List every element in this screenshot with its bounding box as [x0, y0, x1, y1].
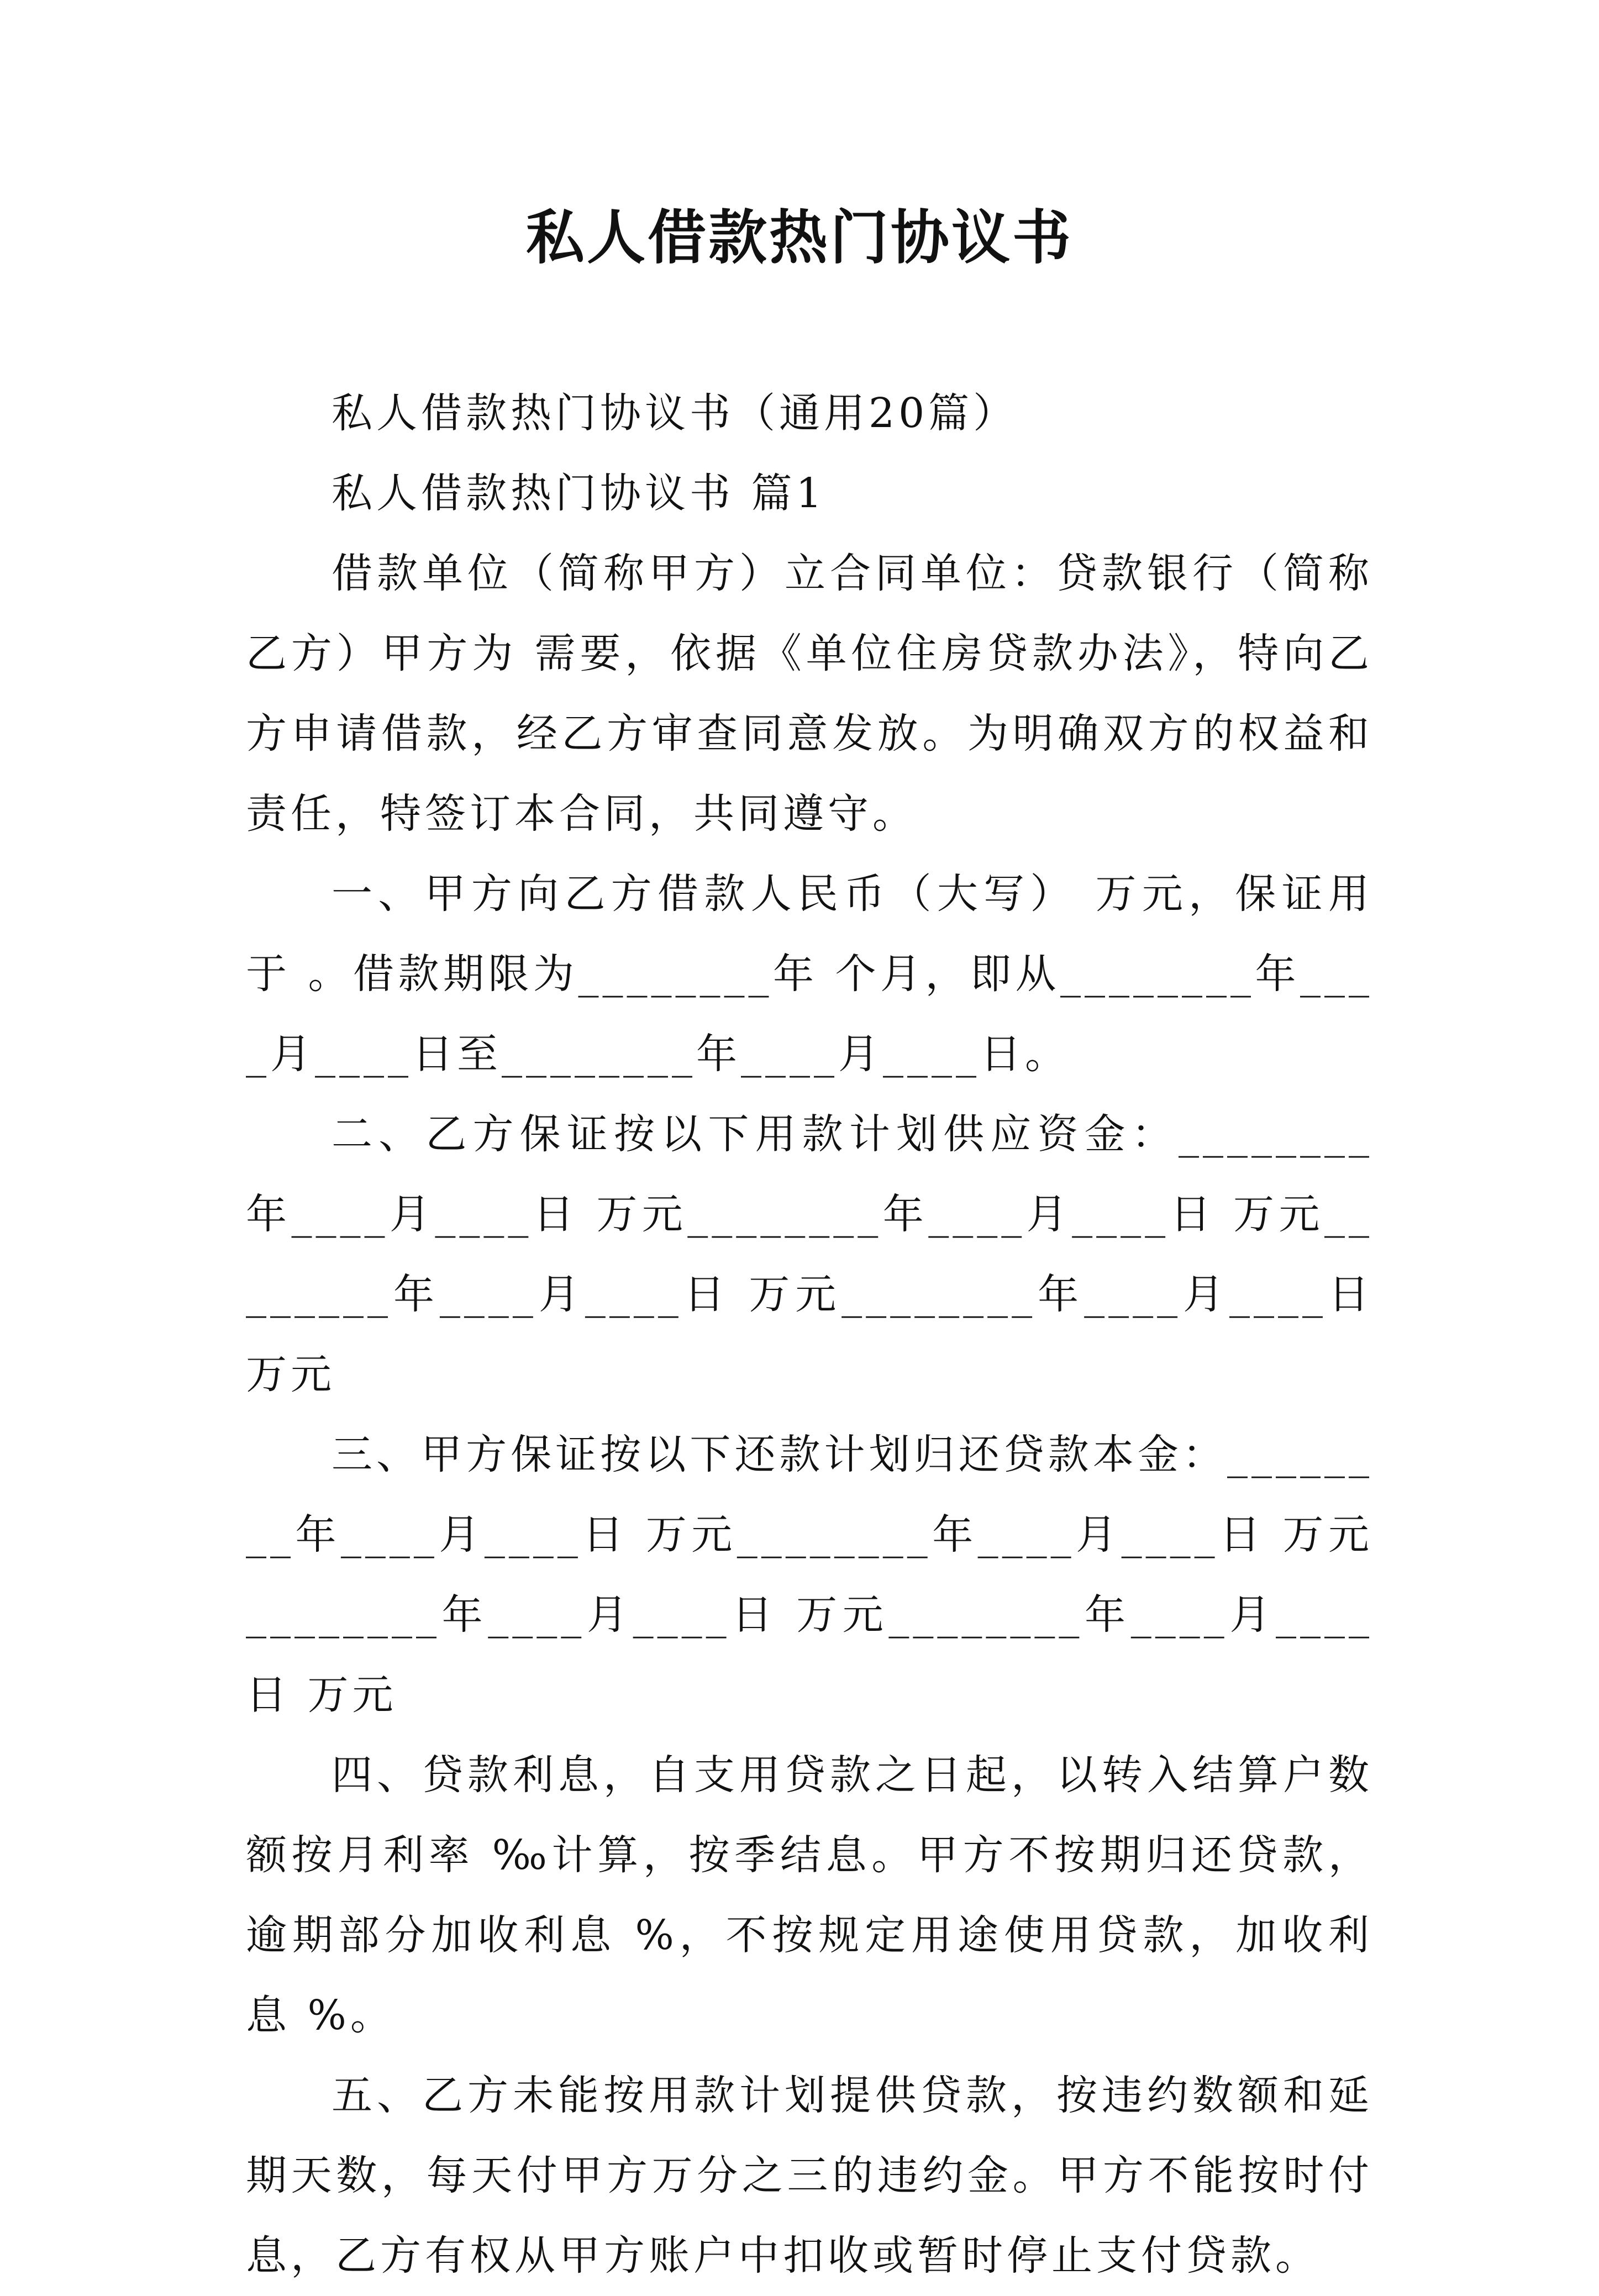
- section-heading: 私人借款热门协议书 篇1: [332, 470, 826, 517]
- paragraph-clause-4: 四、贷款利息，自支用贷款之日起，以转入结算户数额按月利率 ‰计算，按季结息。甲方不按期归还贷款，逾期部分加收利息 %，不按规定用途使用贷款，加收利息 %。: [246, 1751, 1373, 2039]
- paragraph-clause-2: 二、乙方保证按以下用款计划供应资金：________年____月____日 万元________年____月____日 万元________年____月____日 万元________年____月____日 万元: [246, 1110, 1373, 1398]
- document-subtitle: 私人借款热门协议书（通用20篇）: [332, 389, 1018, 437]
- document-title: 私人借款热门协议书: [526, 203, 1073, 272]
- paragraph-preamble: 借款单位（简称甲方）立合同单位：贷款银行（简称乙方）甲方为 需要，依据《单位住房贷款办法》，特向乙方申请借款，经乙方审查同意发放。为明确双方的权益和责任，特签订本合同，共同遵守。: [246, 550, 1373, 838]
- document-body: [246, 373, 1373, 2296]
- paragraph-clause-5: 五、乙方未能按用款计划提供贷款，按违约数额和延期天数，每天付甲方万分之三的违约金。甲方不能按时付息，乙方有权从甲方账户中扣收或暂时停止支付贷款。: [246, 2072, 1373, 2279]
- paragraph-clause-3: 三、甲方保证按以下还款计划归还贷款本金：________年____月____日 万元________年____月____日 万元________年____月____日 万元________年____月____日 万元: [246, 1431, 1373, 1719]
- paragraph-clause-1: 一、甲方向乙方借款人民币（大写） 万元，保证用于 。借款期限为________年 个月，即从________年____月____日至________年____月____日。: [246, 870, 1373, 1078]
